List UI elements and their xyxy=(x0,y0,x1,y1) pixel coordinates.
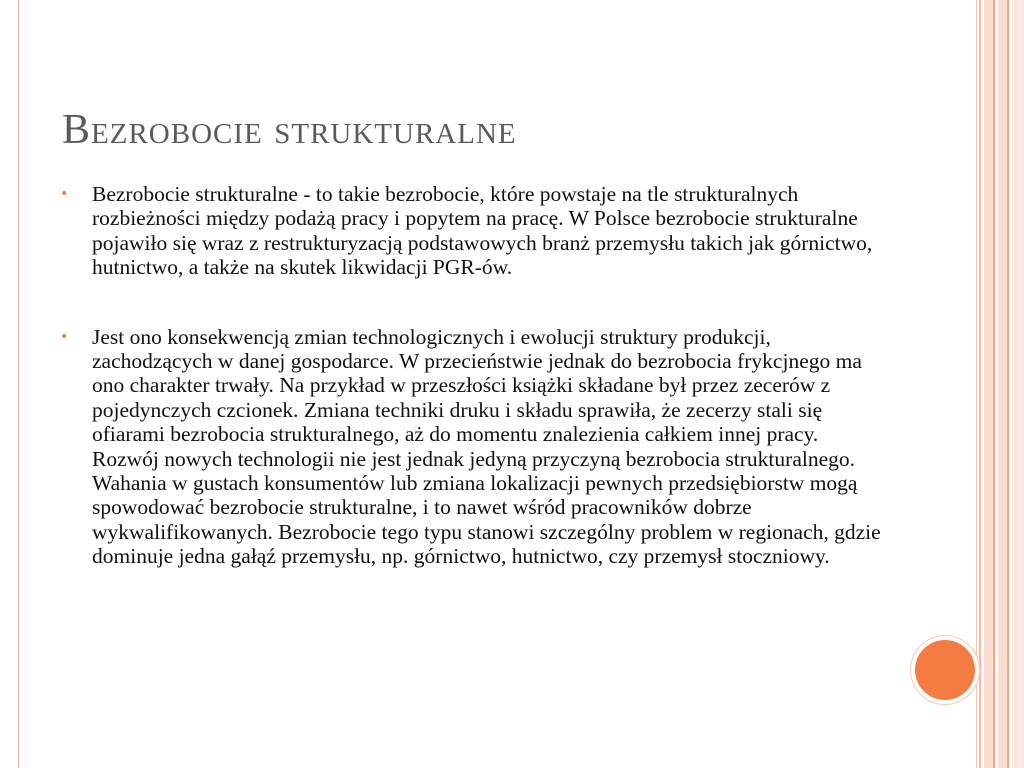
left-border-line xyxy=(18,0,19,768)
bullet-list xyxy=(60,182,890,569)
stripe xyxy=(979,0,981,768)
bullet-item-1 xyxy=(60,182,890,280)
slide-title: Bezrobocie strukturalne xyxy=(62,107,517,153)
decorative-circle xyxy=(915,640,975,700)
stripe xyxy=(998,0,1007,768)
stripe xyxy=(993,0,995,768)
bullet-text: Bezrobocie strukturalne - to takie bezrobocie, które powstaje na tle strukturalnych rozbieżności między podażą pracy i popytem na pracę. W Polsce bezrobocie strukturalne pojawiło się wraz z restrukturyzacją podstawowych branż przemysłu takich jak górnictwo, hutnictwo, a także na skutek likwidacji PGR-ów. xyxy=(92,182,873,280)
bullet-text: Jest ono konsekwencją zmian technologicznych i ewolucji struktury produkcji, zachodzących w danej gospodarce. W przecieństwie jednak do bezrobocia frykcjnego ma ono charakter trwały. Na przykład w przeszłości książki składane był przez zecerów z pojedynczych czcionek. Zmiana techniki druku i składu sprawiła, że zecerzy stali się ofiarami bezrobocia strukturalnego, aż do momentu znalezienia całkiem innej pracy. Rozwój nowych technologii nie jest jednak jedyną przyczyną bezrobocia strukturalnego. Wahania w gustach konsumentów lub zmiana lokalizacji pewnych przedsiębiorstw mogą spowodować bezrobocie strukturalne, i to nawet wśród pracowników dobrze wykwalifikowanych. Bezrobocie tego typu stanowi szczególny problem w regionach, gdzie dominuje jedna gałąź przemysłu, np. górnictwo, hutnictwo, czy przemysł stoczniowy. xyxy=(92,324,881,569)
bullet-item-2 xyxy=(60,325,890,569)
stripe xyxy=(976,0,977,768)
stripe xyxy=(1012,0,1024,768)
stripe xyxy=(984,0,993,768)
bullet-icon: • xyxy=(60,186,69,202)
stripe xyxy=(1007,0,1009,768)
right-decorative-stripes xyxy=(976,0,1024,768)
bullet-icon: • xyxy=(60,328,69,345)
